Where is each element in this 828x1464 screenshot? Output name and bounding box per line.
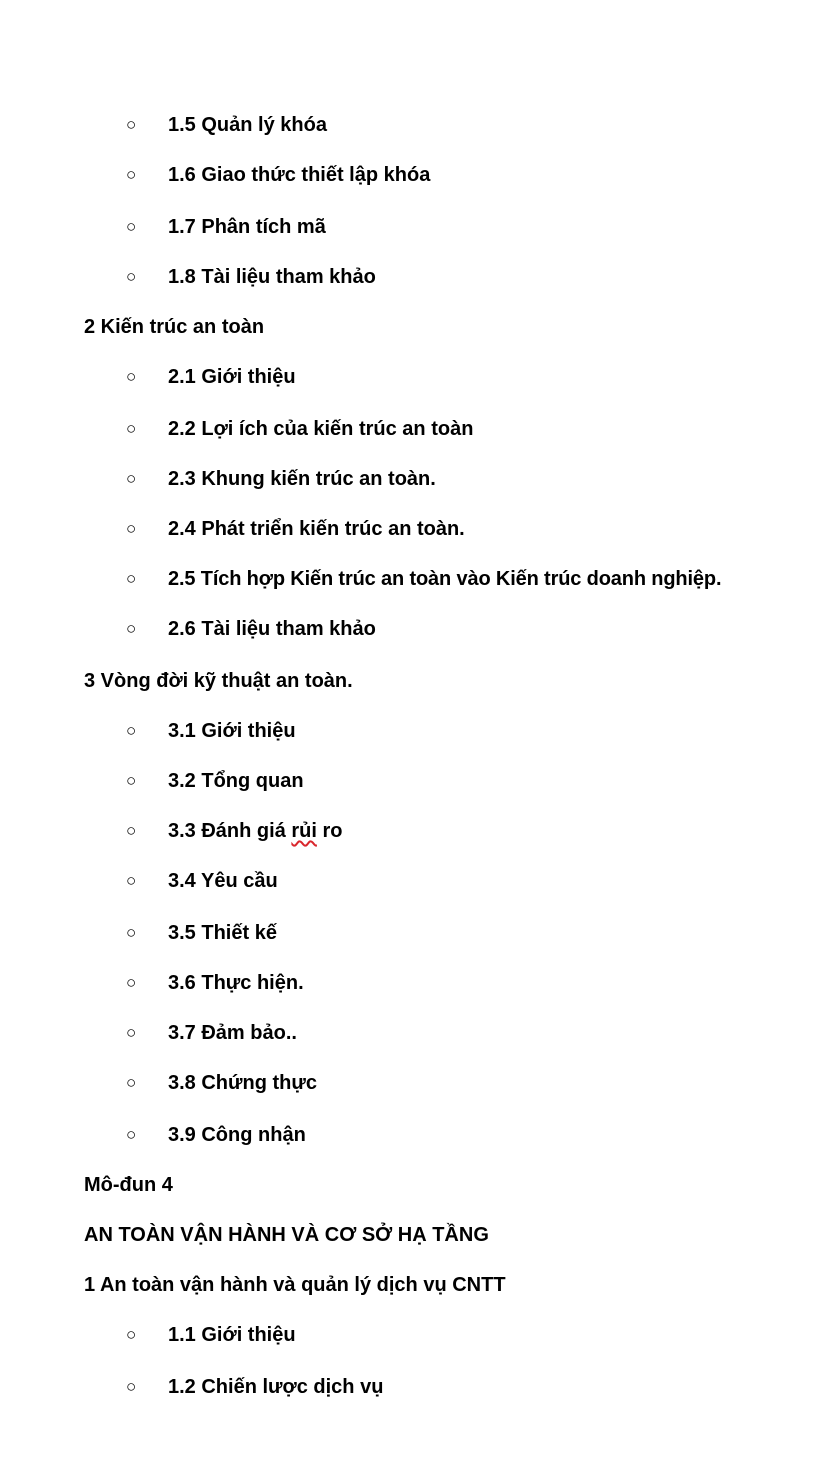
section-heading: 1 An toàn vận hành và quản lý dịch vụ CNTT xyxy=(84,1274,506,1296)
list-bullet: ○ xyxy=(126,619,137,638)
list-item: 2.6 Tài liệu tham khảo xyxy=(168,618,376,640)
section-heading: 2 Kiến trúc an toàn xyxy=(84,316,265,338)
list-bullet: ○ xyxy=(126,821,137,840)
list-item: 1.5 Quản lý khóa xyxy=(168,114,327,136)
list-bullet: ○ xyxy=(126,165,137,184)
list-item: 2.3 Khung kiến trúc an toàn. xyxy=(168,468,436,490)
list-bullet: ○ xyxy=(126,1023,137,1042)
module-heading: Mô-đun 4 xyxy=(84,1174,173,1196)
list-bullet: ○ xyxy=(126,569,137,588)
list-bullet: ○ xyxy=(126,115,137,134)
list-item: 3.8 Chứng thực xyxy=(168,1072,317,1094)
list-bullet: ○ xyxy=(126,217,137,236)
list-item: 2.4 Phát triển kiến trúc an toàn. xyxy=(168,518,465,540)
list-bullet: ○ xyxy=(126,1125,137,1144)
list-bullet: ○ xyxy=(126,1073,137,1092)
list-bullet: ○ xyxy=(126,519,137,538)
list-item-text: 3.3 Đánh giá xyxy=(168,820,292,842)
list-item: 3.5 Thiết kế xyxy=(168,922,277,944)
list-item: 3.2 Tổng quan xyxy=(168,770,304,792)
list-item: 3.7 Đảm bảo.. xyxy=(168,1022,297,1044)
list-item: 2.5 Tích hợp Kiến trúc an toàn vào Kiến trúc doanh nghiệp. xyxy=(168,568,722,590)
list-bullet: ○ xyxy=(126,267,137,286)
list-item: 3.9 Công nhận xyxy=(168,1124,306,1146)
list-item: 1.1 Giới thiệu xyxy=(168,1324,296,1346)
list-item: 1.7 Phân tích mã xyxy=(168,216,326,238)
list-bullet: ○ xyxy=(126,871,137,890)
list-bullet: ○ xyxy=(126,973,137,992)
list-bullet: ○ xyxy=(126,1325,137,1344)
list-item xyxy=(168,819,343,843)
list-bullet: ○ xyxy=(126,419,137,438)
list-item: 2.2 Lợi ích của kiến trúc an toàn xyxy=(168,418,474,440)
list-item: 1.8 Tài liệu tham khảo xyxy=(168,266,376,288)
list-item: 2.1 Giới thiệu xyxy=(168,366,296,388)
list-bullet: ○ xyxy=(126,1377,137,1396)
list-bullet: ○ xyxy=(126,771,137,790)
list-bullet: ○ xyxy=(126,469,137,488)
list-item: 1.6 Giao thức thiết lập khóa xyxy=(168,164,431,186)
module-title: AN TOÀN VẬN HÀNH VÀ CƠ SỞ HẠ TẦNG xyxy=(84,1224,489,1246)
list-item: 3.6 Thực hiện. xyxy=(168,972,304,994)
list-item: 3.1 Giới thiệu xyxy=(168,720,296,742)
list-bullet: ○ xyxy=(126,367,137,386)
misspelled-word[interactable]: rủi xyxy=(291,820,317,842)
list-bullet: ○ xyxy=(126,721,137,740)
section-heading: 3 Vòng đời kỹ thuật an toàn. xyxy=(84,670,353,692)
list-item: 3.4 Yêu cầu xyxy=(168,870,278,892)
list-item: 1.2 Chiến lược dịch vụ xyxy=(168,1376,384,1398)
list-bullet: ○ xyxy=(126,923,137,942)
list-item-text: ro xyxy=(316,820,343,842)
